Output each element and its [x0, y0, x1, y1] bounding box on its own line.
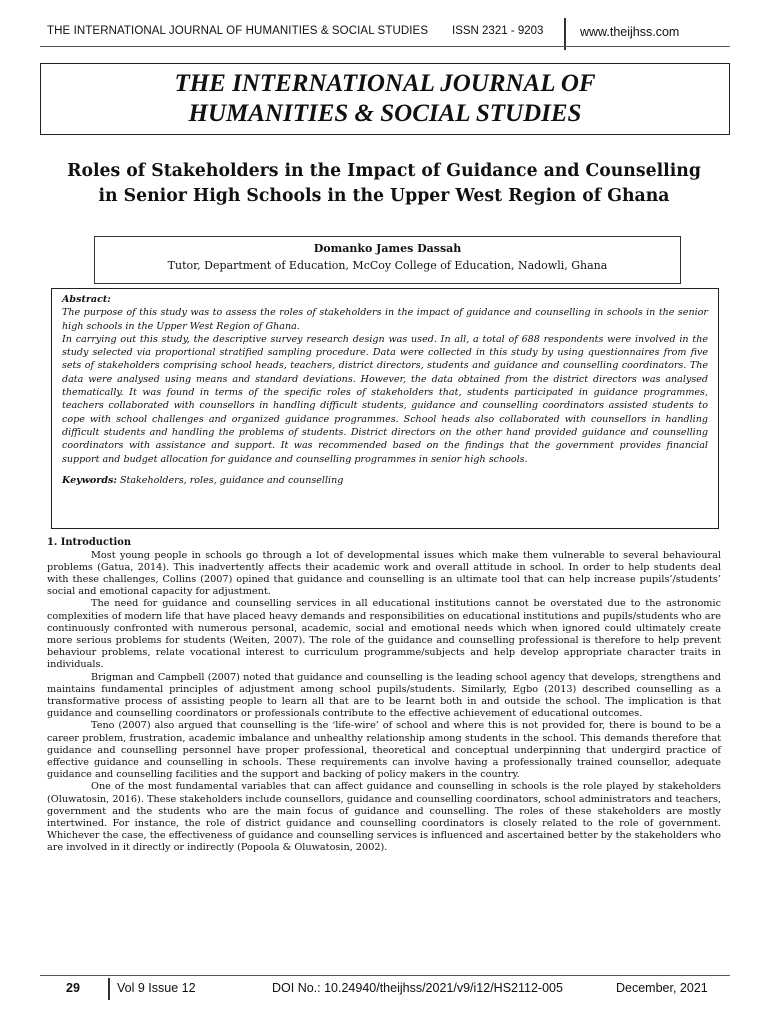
header-website: www.theijhss.com	[580, 25, 680, 39]
body-paragraph: Most young people in schools go through a lot of developmental issues which make them vulnerable to several behavioural problems (Gatua, 2014). This inadvertently affects their academic work and overall attitude in school. In order to help students deal with these challenges, Collins (2007) opined that guidance and counselling is an ultimate tool that can help increase pupils’/students’ social and emotional capacity for adjustment.	[47, 549, 721, 598]
body-paragraph: The need for guidance and counselling services in all educational institutions cannot be overstated due to the astronomic complexities of modern life that have placed heavy demands and responsibilities on educational institutions and pupils/students who are continuously confronted with numerous personal, academic, social and emotional needs which when ignored could ultimately create more serious problems for students (Weiten, 2007). The role of the guidance and counselling professional is therefore to help prevent behaviour problems, relate vocational interest to curriculum programme/subjects and help develop appropriate character traits in individuals.	[47, 598, 721, 671]
header-journal-name: THE INTERNATIONAL JOURNAL OF HUMANITIES & SOCIAL STUDIES	[47, 25, 429, 37]
author-box	[94, 236, 681, 284]
page-number: 29	[66, 981, 80, 995]
body-paragraph: Teno (2007) also argued that counselling is the ‘life-wire’ of school and where this is not provided for, there is bound to be a career problem, frustration, academic imbalance and unhealthy relationship among students in the school. This demands therefore that guidance and counselling personnel have proper professional, theoretical and conceptual underpinning that undergird practice of effective guidance and counselling in schools. These requirements can involve having a professionally trained counsellor, adequate guidance and counselling facilities and the support and backing of policy makers in the country.	[47, 720, 721, 781]
abstract-label: Abstract:	[62, 294, 111, 305]
paper-title: Roles of Stakeholders in the Impact of Guidance and Counselling in Senior High Schools in the Upper West Region of Ghana	[67, 161, 701, 206]
keywords-label: Keywords:	[62, 474, 117, 486]
author-affiliation: Tutor, Department of Education, McCoy College of Education, Nadowli, Ghana	[167, 259, 608, 272]
footer-separator	[108, 978, 110, 1000]
author-name: Domanko James Dassah	[313, 242, 462, 255]
footer-date: December, 2021	[616, 981, 708, 995]
keywords-text: Stakeholders, roles, guidance and counselling	[119, 474, 344, 486]
journal-title-box	[40, 63, 730, 135]
footer-rule	[40, 975, 730, 976]
body-paragraph: One of the most fundamental variables that can affect guidance and counselling in schools is the role played by stakeholders (Oluwatosin, 2016). These stakeholders include counsellors, guidance and counselling coordinators, school administrators and teachers, government and the students who are the main focus of guidance and counselling. The roles of these stakeholders are mostly intertwined. For instance, the role of district guidance and counselling coordinators is closely related to the role of government. Whichever the case, the effectiveness of guidance and counselling services is influenced and ascertained better by the stakeholders who are involved in it directly or indirectly (Popoola & Oluwatosin, 2002).	[47, 781, 721, 854]
journal-title-line1: THE INTERNATIONAL JOURNAL OF	[174, 70, 596, 97]
header-issn: ISSN 2321 - 9203	[452, 25, 544, 37]
header-rule	[40, 46, 730, 47]
journal-title-line2: HUMANITIES & SOCIAL STUDIES	[188, 100, 582, 127]
footer-vol-issue: Vol 9 Issue 12	[117, 981, 196, 995]
section-heading: 1. Introduction	[47, 537, 132, 548]
introduction-section	[47, 537, 721, 855]
running-header	[0, 0, 768, 48]
keywords-line	[62, 474, 708, 487]
abstract-paragraph-1: The purpose of this study was to assess the roles of stakeholders in the impact of guidance and counselling in schools in the senior high schools in the Upper West Region of Ghana.	[62, 307, 708, 332]
body-paragraph: Brigman and Campbell (2007) noted that guidance and counselling is the leading school agency that develops, strengthens and maintains fundamental principles of adjustment among school pupils/students. Similarly, Egbo (2013) described counselling as a transformative process of assisting people to learn all that are to be learnt both in and outside the school. The implication is that guidance and counselling coordinators or professionals contribute to the effective achievement of educational outcomes.	[47, 671, 721, 720]
footer-doi: DOI No.: 10.24940/theijhss/2021/v9/i12/HS2112-005	[272, 981, 563, 995]
abstract-paragraph-2: In carrying out this study, the descriptive survey research design was used. In all, a total of 688 respondents were involved in the study selected via proportional stratified sampling procedure. Data were collected in this study by using questionnaires from five sets of stakeholders comprising school heads, teachers, district directors, students and guidance and counselling coordinators. The data were analysed using means and standard deviations. However, the data obtained from the district directors was analysed thematically. It was found in terms of the specific roles of stakeholders that, students participated in guidance programmes, teachers collaborated with counsellors in handling difficult students, guidance and counselling coordinators assisted students to cope with school challenges and organized guidance programmes. School heads also collaborated with counsellors in handling difficult students and handling the problems of students. District directors on the other hand provided guidance and counselling coordinators with assistance and support. It was recommended based on the findings that the government provides financial support and budget allocation for guidance and counselling programmes in senior high schools.	[62, 333, 708, 465]
abstract-box	[51, 288, 719, 529]
